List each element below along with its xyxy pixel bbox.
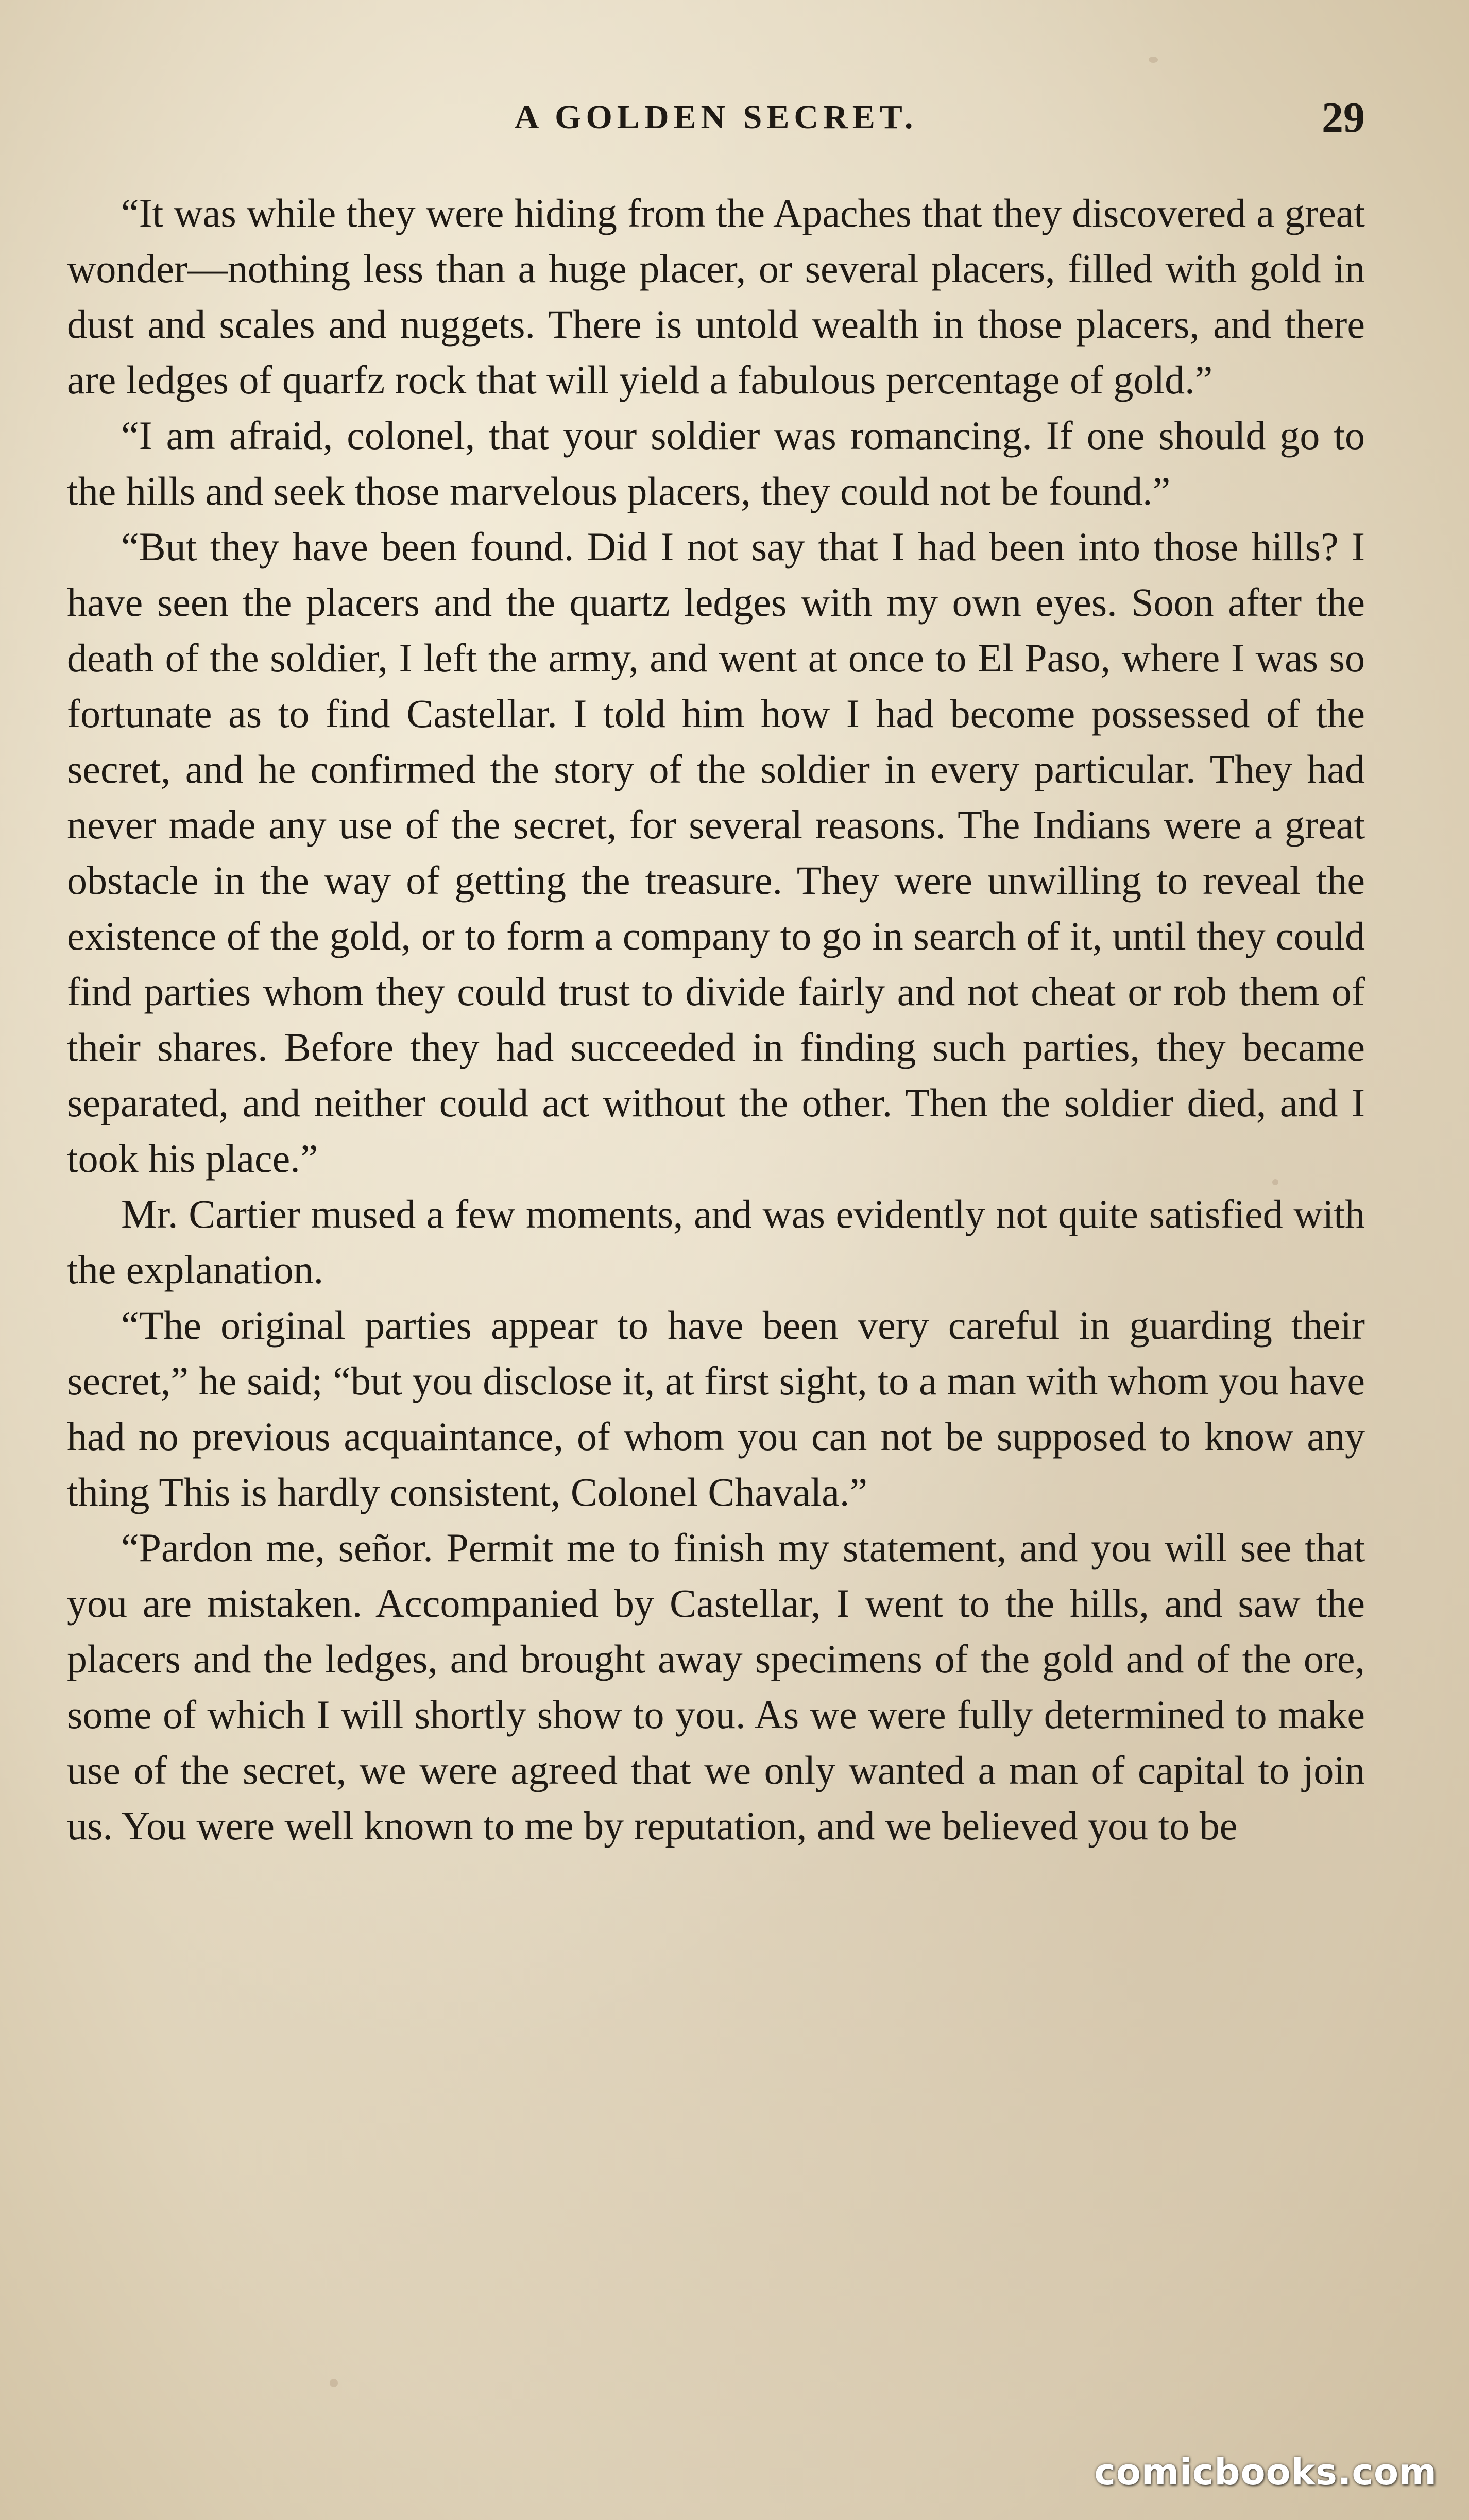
paragraph: “It was while they were hiding from the Apaches that they discovered a great wonder—nothing less than a huge placer, or several placers, filled with gold in dust and scales and nuggets. There is untold wealth in those placers, and there are ledges of quarfz rock that will yield a fabulous percentage of gold.”	[67, 191, 1365, 402]
running-header	[67, 77, 1365, 154]
running-title: A GOLDEN SECRET.	[514, 98, 918, 136]
watermark-logo: comicbooks.com	[1094, 2451, 1437, 2493]
paragraph: “The original parties appear to have been very careful in guarding their secret,” he said; “but you disclose it, at first sight, to a man with whom you have had no previous acquaintance, of whom you can not be supposed to know any thing This is hardly consistent, Colonel Chavala.”	[67, 1303, 1365, 1514]
paragraph: “But they have been found. Did I not say that I had been into those hills? I have seen the placers and the quartz ledges with my own eyes. Soon after the death of the soldier, I left the army, and went at once to El Paso, where I was so fortunate as to find Castellar. I told him how I had become possessed of the secret, and he confirmed the story of the soldier in every particular. They had never made any use of the secret, for several reasons. The Indians were a great obstacle in the way of getting the treasure. They were unwilling to reveal the existence of the gold, or to form a company to go in search of it, until they could find parties whom they could trust to divide fairly and not cheat or rob them of their shares. Before they had succeeded in finding such parties, they became separated, and neither could act without the other. Then the soldier died, and I took his place.”	[67, 524, 1365, 1181]
paper-speck	[330, 2379, 338, 2387]
paragraph: “I am afraid, colonel, that your soldier was romancing. If one should go to the hills and seek those marvelous placers, they could not be found.”	[67, 413, 1365, 513]
paragraph: “Pardon me, señor. Permit me to finish my statement, and you will see that you are mistaken. Accompanied by Castellar, I went to the hills, and saw the placers and the ledges, and brought away specimens of the gold and of the ore, some of which I will shortly show to you. As we were fully determined to make use of the secret, we were agreed that we only wanted a man of capital to join us. You were well known to me by reputation, and we believed you to be	[67, 1525, 1365, 1848]
page-number: 29	[1322, 94, 1365, 142]
body-text	[67, 185, 1365, 1854]
paper-speck	[1149, 57, 1158, 63]
paragraph: Mr. Cartier mused a few moments, and was evidently not quite satisfied with the explanation.	[67, 1192, 1365, 1292]
